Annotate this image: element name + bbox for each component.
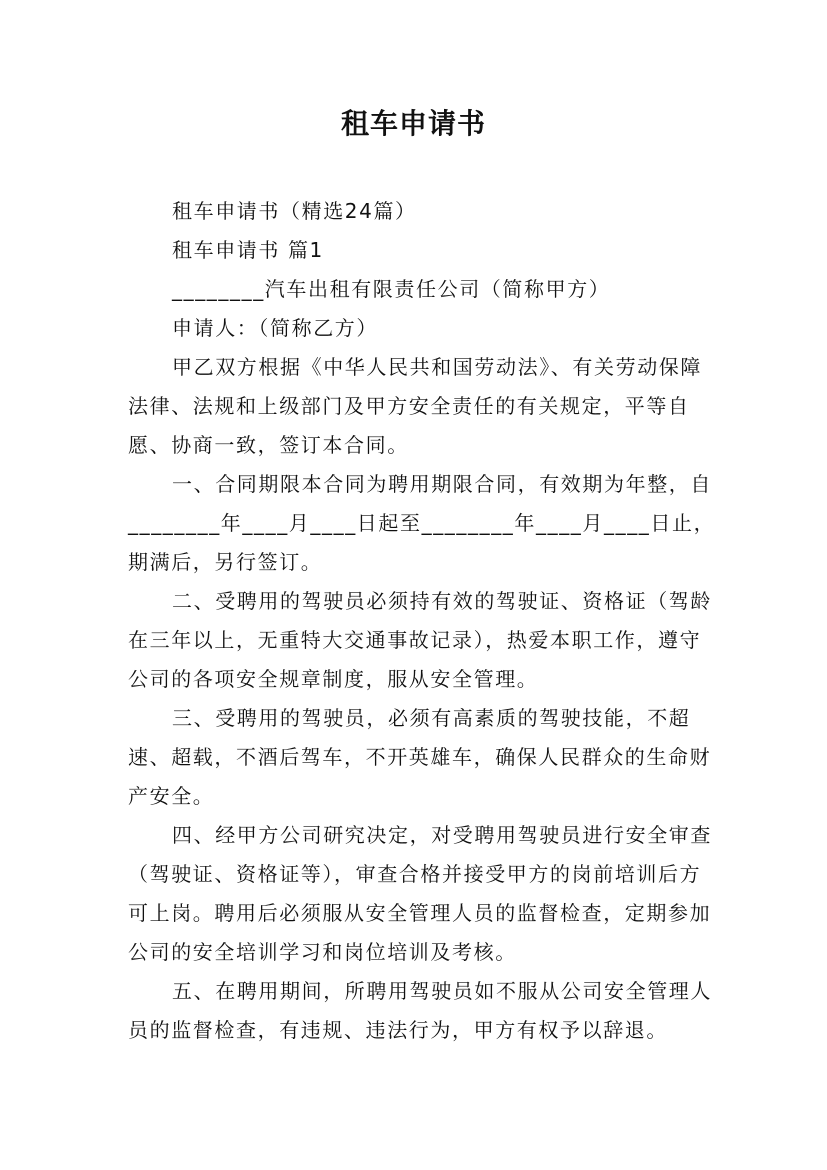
section-heading: 租车申请书 篇1 xyxy=(172,238,324,262)
clause-4: 四、经甲方公司研究决定，对受聘用驾驶员进行安全审查（驾驶证、资格证等），审查合格并接受甲方的岗前培训后方可上岗。聘用后必须服从安全管理人员的监督检查，定期参加公司的安全培训学习和岗位培训及考核。 xyxy=(128,823,712,964)
contract-preamble: 甲乙双方根据《中华人民共和国劳动法》、有关劳动保障法律、法规和上级部门及甲方安全责任的有关规定，平等自愿、协商一致，签订本合同。 xyxy=(128,355,702,457)
intro-heading: 租车申请书（精选24篇） xyxy=(172,199,417,223)
clause-5: 五、在聘用期间，所聘用驾驶员如不服从公司安全管理人员的监督检查，有违规、违法行为，甲方有权予以辞退。 xyxy=(128,979,712,1042)
party-b-line: 申请人：（简称乙方） xyxy=(172,316,378,340)
document-body xyxy=(128,192,718,1050)
clause-3: 三、受聘用的驾驶员，必须有高素质的驾驶技能，不超速、超载，不酒后驾车，不开英雄车，确保人民群众的生命财产安全。 xyxy=(128,706,712,808)
party-a-line: ________汽车出租有限责任公司（简称甲方） xyxy=(172,277,611,301)
clause-1: 一、合同期限本合同为聘用期限合同，有效期为年整，自________年____月____日起至________年____月____日止，期满后，另行签订。 xyxy=(128,472,716,574)
document-title: 租车申请书 xyxy=(340,107,486,140)
clause-2: 二、受聘用的驾驶员必须持有效的驾驶证、资格证（驾龄在三年以上，无重特大交通事故记录），热爱本职工作，遵守公司的各项安全规章制度，服从安全管理。 xyxy=(128,589,712,691)
